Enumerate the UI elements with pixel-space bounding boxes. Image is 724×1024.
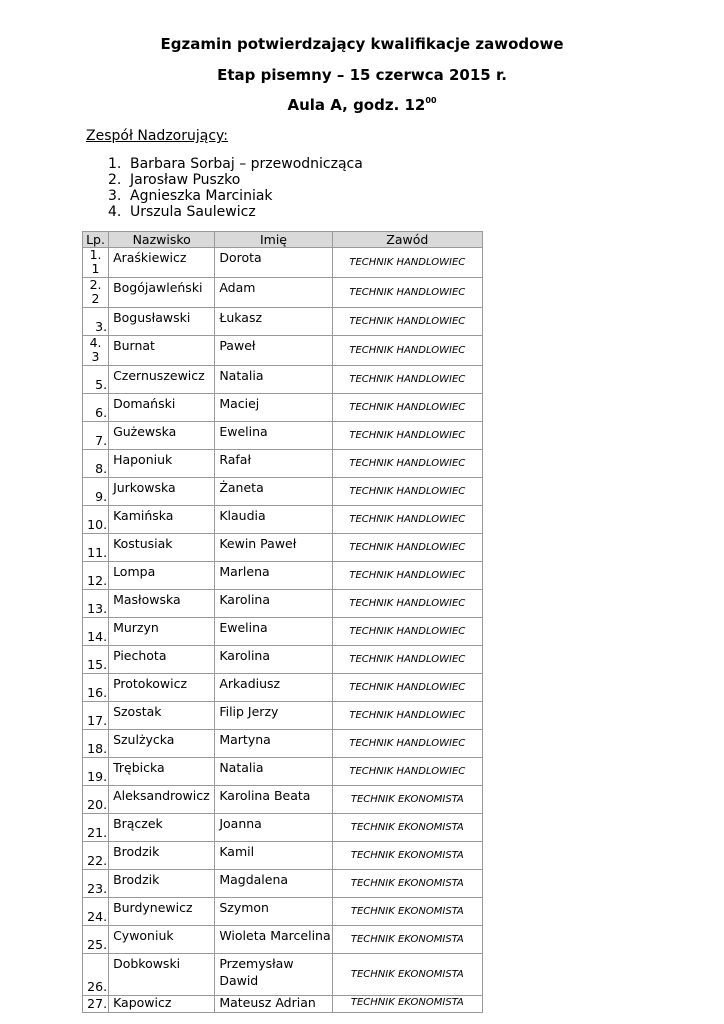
row-surname: Cywoniuk: [109, 926, 215, 954]
row-number: 2. 2: [83, 278, 109, 308]
row-number: 6.: [83, 394, 109, 422]
row-profession: TECHNIK HANDLOWIEC: [332, 562, 482, 590]
row-first-name: Natalia: [215, 366, 332, 394]
row-profession: TECHNIK EKONOMISTA: [332, 842, 482, 870]
table-row: [83, 870, 483, 898]
row-profession: TECHNIK EKONOMISTA: [332, 996, 482, 1013]
exam-room-minutes: 00: [425, 96, 437, 105]
team-member: [108, 156, 363, 172]
row-profession: TECHNIK HANDLOWIEC: [332, 534, 482, 562]
row-number: 18.: [83, 730, 109, 758]
row-profession: TECHNIK HANDLOWIEC: [332, 478, 482, 506]
team-member-name: Agnieszka Marciniak: [130, 188, 273, 204]
table-row: [83, 534, 483, 562]
row-surname: Burdynewicz: [109, 898, 215, 926]
row-surname: Kamińska: [109, 506, 215, 534]
row-first-name: Wioleta Marcelina: [215, 926, 332, 954]
row-surname: Szostak: [109, 702, 215, 730]
row-number: 5.: [83, 366, 109, 394]
row-number: 1. 1: [83, 248, 109, 278]
row-number: 11.: [83, 534, 109, 562]
row-surname: Czernuszewicz: [109, 366, 215, 394]
row-profession: TECHNIK HANDLOWIEC: [332, 646, 482, 674]
row-number: 12.: [83, 562, 109, 590]
row-profession: TECHNIK HANDLOWIEC: [332, 278, 482, 308]
row-profession: TECHNIK HANDLOWIEC: [332, 618, 482, 646]
row-first-name: Łukasz: [215, 308, 332, 336]
team-member-number: 4.: [108, 204, 122, 220]
row-first-name: Klaudia: [215, 506, 332, 534]
row-first-name: Filip Jerzy: [215, 702, 332, 730]
row-surname: Trębicka: [109, 758, 215, 786]
row-first-name: Natalia: [215, 758, 332, 786]
row-surname: Kapowicz: [109, 996, 215, 1013]
row-number: 4. 3: [83, 336, 109, 366]
team-member-name: Barbara Sorbaj – przewodnicząca: [130, 156, 363, 172]
table-row: [83, 336, 483, 366]
row-surname: Szulżycka: [109, 730, 215, 758]
row-first-name: Przemysław Dawid: [215, 954, 332, 996]
row-first-name: Mateusz Adrian: [215, 996, 332, 1013]
row-first-name: Marlena: [215, 562, 332, 590]
table-row: [83, 366, 483, 394]
row-profession: TECHNIK HANDLOWIEC: [332, 590, 482, 618]
header-lp: Lp.: [83, 232, 109, 248]
row-profession: TECHNIK EKONOMISTA: [332, 814, 482, 842]
row-surname: Jurkowska: [109, 478, 215, 506]
row-first-name: Adam: [215, 278, 332, 308]
row-number: 26.: [83, 954, 109, 996]
table-row: [83, 590, 483, 618]
row-number: 27.: [83, 996, 109, 1013]
table-row: [83, 674, 483, 702]
header-name: Imię: [215, 232, 332, 248]
row-number: 24.: [83, 898, 109, 926]
row-number: 19.: [83, 758, 109, 786]
table-row: [83, 842, 483, 870]
row-surname: Haponiuk: [109, 450, 215, 478]
row-profession: TECHNIK HANDLOWIEC: [332, 308, 482, 336]
row-surname: Kostusiak: [109, 534, 215, 562]
row-surname: Bogusławski: [109, 308, 215, 336]
row-profession: TECHNIK EKONOMISTA: [332, 870, 482, 898]
row-surname: Brodzik: [109, 870, 215, 898]
row-first-name: Żaneta: [215, 478, 332, 506]
exam-room: [0, 96, 724, 114]
row-number: 8.: [83, 450, 109, 478]
table-row: [83, 394, 483, 422]
table-row: [83, 562, 483, 590]
row-surname: Gużewska: [109, 422, 215, 450]
row-first-name: Karolina Beata: [215, 786, 332, 814]
row-profession: TECHNIK HANDLOWIEC: [332, 450, 482, 478]
row-surname: Brodzik: [109, 842, 215, 870]
row-number: 23.: [83, 870, 109, 898]
row-first-name: Arkadiusz: [215, 674, 332, 702]
row-surname: Murzyn: [109, 618, 215, 646]
row-profession: TECHNIK HANDLOWIEC: [332, 506, 482, 534]
row-number: 10.: [83, 506, 109, 534]
table-row: [83, 308, 483, 336]
row-first-name: Karolina: [215, 590, 332, 618]
row-profession: TECHNIK HANDLOWIEC: [332, 366, 482, 394]
table-row: [83, 278, 483, 308]
table-header-row: [83, 232, 483, 248]
row-surname: Burnat: [109, 336, 215, 366]
row-number: 20.: [83, 786, 109, 814]
row-profession: TECHNIK EKONOMISTA: [332, 786, 482, 814]
row-profession: TECHNIK HANDLOWIEC: [332, 758, 482, 786]
row-surname: Masłowska: [109, 590, 215, 618]
table-row: [83, 450, 483, 478]
table-row: [83, 996, 483, 1013]
table-row: [83, 730, 483, 758]
row-profession: TECHNIK EKONOMISTA: [332, 926, 482, 954]
team-member-name: Jarosław Puszko: [130, 172, 241, 188]
table-row: [83, 786, 483, 814]
row-number: 15.: [83, 646, 109, 674]
row-surname: Araśkiewicz: [109, 248, 215, 278]
row-first-name: Karolina: [215, 646, 332, 674]
row-first-name: Martyna: [215, 730, 332, 758]
row-number: 21.: [83, 814, 109, 842]
row-first-name: Kamil: [215, 842, 332, 870]
team-member: [108, 204, 363, 220]
team-member: [108, 188, 363, 204]
team-list: [108, 156, 363, 220]
row-number: 17.: [83, 702, 109, 730]
row-surname: Piechota: [109, 646, 215, 674]
table-row: [83, 618, 483, 646]
row-profession: TECHNIK HANDLOWIEC: [332, 248, 482, 278]
row-profession: TECHNIK HANDLOWIEC: [332, 422, 482, 450]
row-surname: Lompa: [109, 562, 215, 590]
row-number: 25.: [83, 926, 109, 954]
row-surname: Aleksandrowicz: [109, 786, 215, 814]
team-member-number: 3.: [108, 188, 122, 204]
row-number: 13.: [83, 590, 109, 618]
team-member-number: 2.: [108, 172, 122, 188]
row-first-name: Ewelina: [215, 422, 332, 450]
table-row: [83, 506, 483, 534]
table-row: [83, 702, 483, 730]
table-row: [83, 646, 483, 674]
team-label: Zespół Nadzorujący:: [86, 128, 229, 144]
row-first-name: Joanna: [215, 814, 332, 842]
row-surname: Protokowicz: [109, 674, 215, 702]
row-number: 3.: [83, 308, 109, 336]
candidates-table: [82, 231, 483, 1013]
row-first-name: Ewelina: [215, 618, 332, 646]
team-member-name: Urszula Saulewicz: [130, 204, 256, 220]
table-row: [83, 478, 483, 506]
row-profession: TECHNIK HANDLOWIEC: [332, 702, 482, 730]
table-row: [83, 248, 483, 278]
row-number: 14.: [83, 618, 109, 646]
table-row: [83, 758, 483, 786]
exam-stage: Etap pisemny – 15 czerwca 2015 r.: [217, 66, 507, 84]
team-member: [108, 172, 363, 188]
exam-room-text: Aula A, godz. 12: [287, 96, 426, 114]
row-profession: TECHNIK HANDLOWIEC: [332, 336, 482, 366]
row-first-name: Kewin Paweł: [215, 534, 332, 562]
row-first-name: Paweł: [215, 336, 332, 366]
row-first-name: Dorota: [215, 248, 332, 278]
row-surname: Domański: [109, 394, 215, 422]
row-number: 16.: [83, 674, 109, 702]
row-profession: TECHNIK EKONOMISTA: [332, 954, 482, 996]
row-number: 7.: [83, 422, 109, 450]
row-first-name: Szymon: [215, 898, 332, 926]
table-row: [83, 898, 483, 926]
row-first-name: Maciej: [215, 394, 332, 422]
row-first-name: Rafał: [215, 450, 332, 478]
table-row: [83, 814, 483, 842]
team-member-number: 1.: [108, 156, 122, 172]
row-surname: Brączek: [109, 814, 215, 842]
row-number: 22.: [83, 842, 109, 870]
row-profession: TECHNIK HANDLOWIEC: [332, 394, 482, 422]
header-job: Zawód: [332, 232, 482, 248]
table-row: [83, 954, 483, 996]
row-surname: Bogójawleński: [109, 278, 215, 308]
row-profession: TECHNIK EKONOMISTA: [332, 898, 482, 926]
table-row: [83, 926, 483, 954]
header-surname: Nazwisko: [109, 232, 215, 248]
row-profession: TECHNIK HANDLOWIEC: [332, 674, 482, 702]
row-number: 9.: [83, 478, 109, 506]
row-surname: Dobkowski: [109, 954, 215, 996]
table-row: [83, 422, 483, 450]
row-first-name: Magdalena: [215, 870, 332, 898]
row-profession: TECHNIK HANDLOWIEC: [332, 730, 482, 758]
document-title: Egzamin potwierdzający kwalifikacje zawodowe: [160, 35, 564, 53]
